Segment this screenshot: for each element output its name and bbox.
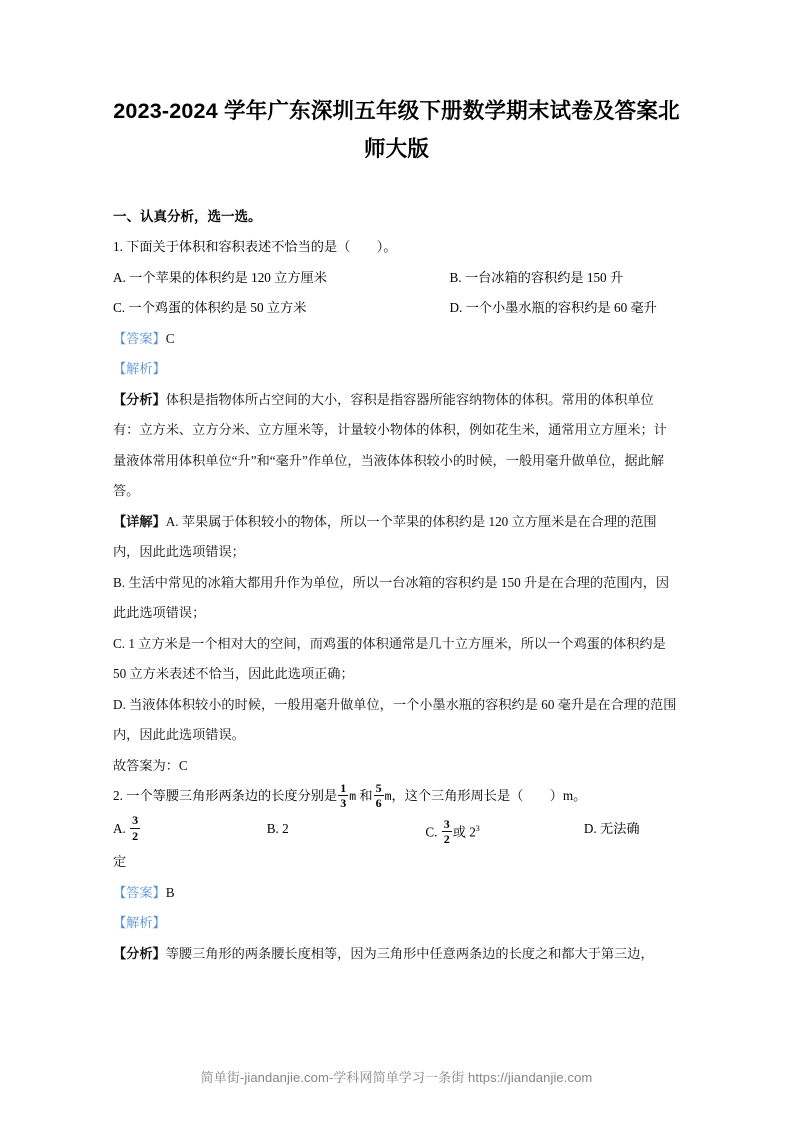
question-2-unit-1: m — [349, 791, 357, 804]
question-2-fraction-1 — [338, 782, 348, 810]
fraction-numerator: 3 — [443, 816, 450, 831]
option-a-fraction — [130, 814, 140, 842]
question-2-option-d — [584, 814, 680, 845]
document-content — [113, 92, 680, 969]
question-1-options-row-1 — [113, 263, 680, 294]
option-c-label: C. — [113, 300, 126, 315]
option-b-text: 2 — [282, 820, 289, 836]
option-d-text: 一个小墨水瓶的容积约是 60 毫升 — [465, 300, 657, 315]
question-2-answer-line — [113, 878, 680, 909]
question-1-option-b — [397, 263, 681, 294]
section-heading: 一、认真分析，选一选。 — [113, 209, 262, 224]
page-title: 2023-2024 学年广东深圳五年级下册数学期末试卷及答案北师大版 — [113, 99, 680, 161]
question-2-stem — [113, 781, 680, 814]
question-1-detail-d: D. 当液体体积较小的时候，一般用毫升做单位，一个小墨水瓶的容积约是 60 毫升是在合理的范围内，因此此选项错误。 — [113, 696, 677, 742]
question-1-stem-text: 下面关于体积和容积表述不恰当的是（ ）。 — [126, 239, 397, 254]
question-2-analysis — [113, 939, 680, 970]
option-b-label: B. — [449, 269, 462, 285]
question-1-analysis — [113, 385, 680, 507]
option-c-text: 一个鸡蛋的体积约是 50 立方米 — [128, 300, 307, 315]
option-b-text: 一台冰箱的容积约是 150 升 — [464, 269, 624, 285]
fraction-numerator: 5 — [375, 780, 382, 795]
question-1-detail-c: C. 1 立方米是一个相对大的空间，而鸡蛋的体积通常是几十立方厘米，所以一个鸡蛋的体积约是 50 立方米表述不恰当，因此此选项正确； — [113, 635, 666, 681]
question-2-option-c — [425, 814, 584, 848]
question-1-stem — [113, 232, 680, 263]
question-2-option-d-wrap: 定 — [113, 854, 127, 870]
option-c-label: C. — [425, 823, 438, 839]
fraction-denominator: 6 — [375, 796, 382, 811]
fraction-denominator: 2 — [132, 828, 139, 843]
question-2-options-row — [113, 814, 680, 848]
explanation-tag: 【解析】 — [113, 915, 166, 931]
option-c-superscript: 3 — [475, 823, 480, 833]
question-2-option-a — [113, 814, 267, 845]
fraction-denominator: 2 — [443, 832, 450, 847]
question-2-number: 2. — [113, 788, 123, 803]
question-1-detail-a — [113, 507, 680, 568]
fraction-numerator: 3 — [132, 813, 139, 828]
answer-tag: 【答案】 — [113, 330, 166, 346]
answer-value: C — [165, 330, 175, 346]
answer-tag: 【答案】 — [113, 884, 166, 900]
question-2-fraction-2 — [374, 782, 384, 810]
question-1-conclusion: 故答案为：C — [113, 757, 188, 773]
footer-watermark: 简单街-jiandanjie.com-学科网简单学习一条街 https://jiandanjie.com — [200, 1070, 593, 1085]
detail-text-a: A. 苹果属于体积较小的物体，所以一个苹果的体积约是 120 立方厘米是在合理的范围内，因此此选项错误； — [113, 513, 657, 559]
option-d-text: 无法确 — [600, 820, 640, 836]
question-1-detail-b: B. 生活中常见的冰箱大都用升作为单位，所以一台冰箱的容积约是 150 升是在合理的范围内，因此此选项错误； — [113, 574, 670, 620]
question-1-explain-line — [113, 354, 680, 385]
question-1-option-d — [397, 293, 681, 324]
analysis-tag: 【分析】 — [113, 391, 166, 407]
question-2-stem-before: 一个等腰三角形两条边的长度分别是 — [126, 788, 338, 803]
fraction-denominator: 3 — [340, 796, 347, 811]
question-2-option-b — [267, 814, 426, 845]
option-c-text: 或 2 — [452, 823, 476, 839]
option-b-label: B. — [266, 820, 279, 836]
detail-tag: 【详解】 — [113, 513, 166, 529]
analysis-tag: 【分析】 — [113, 945, 166, 961]
question-1-answer-line — [113, 324, 680, 355]
question-1-option-c — [113, 293, 397, 324]
option-a-label: A. — [113, 269, 126, 285]
question-2-explain-line — [113, 908, 680, 939]
option-d-label: D. — [583, 820, 597, 836]
answer-value: B — [165, 884, 175, 900]
question-1-options-row-2 — [113, 293, 680, 324]
fraction-numerator: 1 — [340, 780, 347, 795]
option-c-fraction — [442, 818, 452, 846]
option-d-label: D. — [449, 300, 463, 315]
explanation-tag: 【解析】 — [113, 361, 166, 376]
question-2-unit-2: m — [384, 791, 392, 804]
option-a-text: 一个苹果的体积约是 120 立方厘米 — [129, 269, 327, 285]
question-1-number: 1. — [113, 239, 123, 254]
question-2-stem-mid: 和 — [359, 788, 373, 803]
option-a-label: A. — [113, 820, 126, 836]
question-1-option-a — [113, 263, 397, 294]
question-2-stem-after: ，这个三角形周长是（ ）m。 — [391, 788, 587, 803]
analysis-text: 体积是指物体所占空间的大小，容积是指容器所能容纳物体的体积。常用的体积单位有：立方米、立方分米、立方厘米等，计量较小物体的体积，例如花生米，通常用立方厘米；计量液体常用体积单位“升”和“毫升”作单位，当液体体积较小的时候，一般用毫升做单位，据此解答。 — [113, 391, 667, 498]
analysis-text: 等腰三角形的两条腰长度相等，因为三角形中任意两条边的长度之和都大于第三边， — [165, 945, 654, 961]
